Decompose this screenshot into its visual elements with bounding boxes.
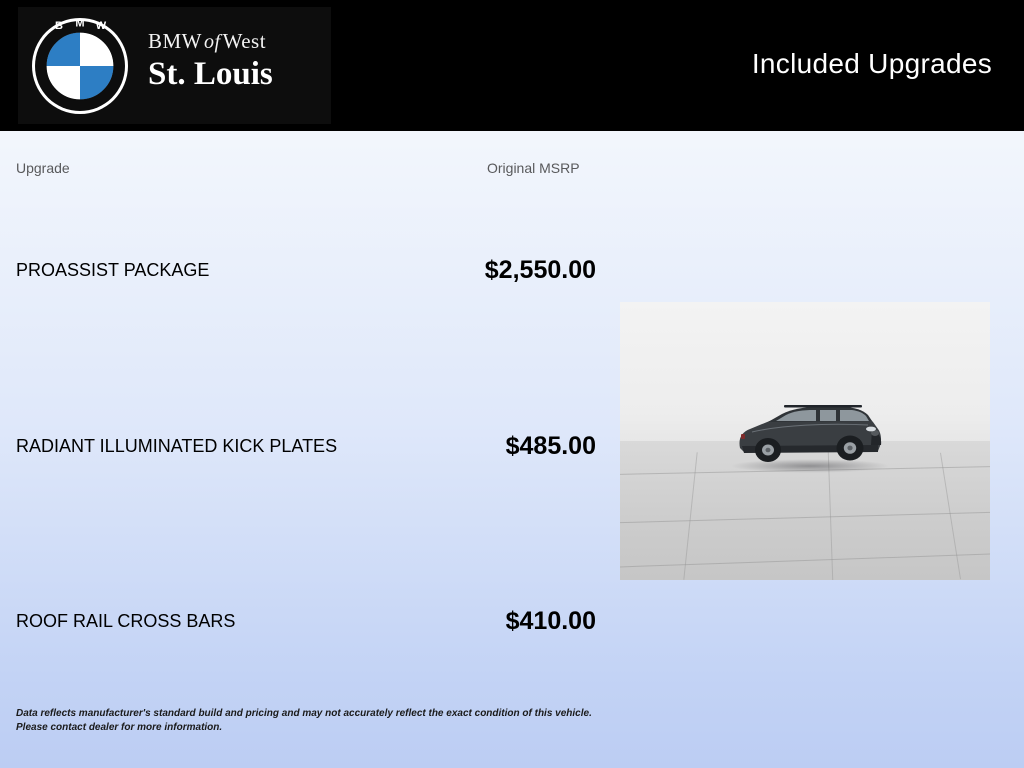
upgrade-price: $410.00 bbox=[505, 607, 596, 635]
disclaimer bbox=[16, 707, 716, 735]
upgrade-price: $2,550.00 bbox=[484, 256, 596, 284]
svg-text:M: M bbox=[75, 17, 85, 30]
upgrade-name: ROOF RAIL CROSS BARS bbox=[16, 611, 236, 631]
table-row bbox=[0, 256, 1024, 290]
bmw-roundel-icon bbox=[30, 16, 130, 116]
table-row bbox=[0, 607, 1024, 641]
suv-vehicle-icon bbox=[732, 396, 884, 466]
dealer-name bbox=[148, 29, 323, 103]
dealer-name-line1 bbox=[148, 29, 323, 54]
column-header-upgrade: Upgrade bbox=[16, 160, 70, 176]
column-header-msrp: Original MSRP bbox=[487, 160, 580, 176]
dealer-name-bmw: BMW bbox=[148, 29, 202, 53]
vehicle-photo bbox=[620, 302, 990, 580]
svg-text:W: W bbox=[95, 20, 107, 32]
svg-text:B: B bbox=[55, 20, 63, 32]
dealer-logo bbox=[18, 7, 331, 124]
page-header bbox=[0, 0, 1024, 131]
upgrade-name: RADIANT ILLUMINATED KICK PLATES bbox=[16, 436, 338, 456]
page-title: Included Upgrades bbox=[751, 48, 992, 79]
disclaimer-line2: Please contact dealer for more information. bbox=[16, 722, 223, 733]
dealer-name-west: West bbox=[222, 29, 267, 53]
upgrade-price: $485.00 bbox=[505, 432, 596, 460]
dealer-name-line2: St. Louis bbox=[148, 56, 273, 92]
disclaimer-line1: Data reflects manufacturer's standard build and pricing and may not accurately reflect the exact condition of this vehicle. bbox=[16, 708, 592, 719]
dealer-name-of: of bbox=[204, 31, 221, 53]
table-column-headers bbox=[0, 160, 1024, 182]
upgrade-name: PROASSIST PACKAGE bbox=[16, 260, 210, 280]
